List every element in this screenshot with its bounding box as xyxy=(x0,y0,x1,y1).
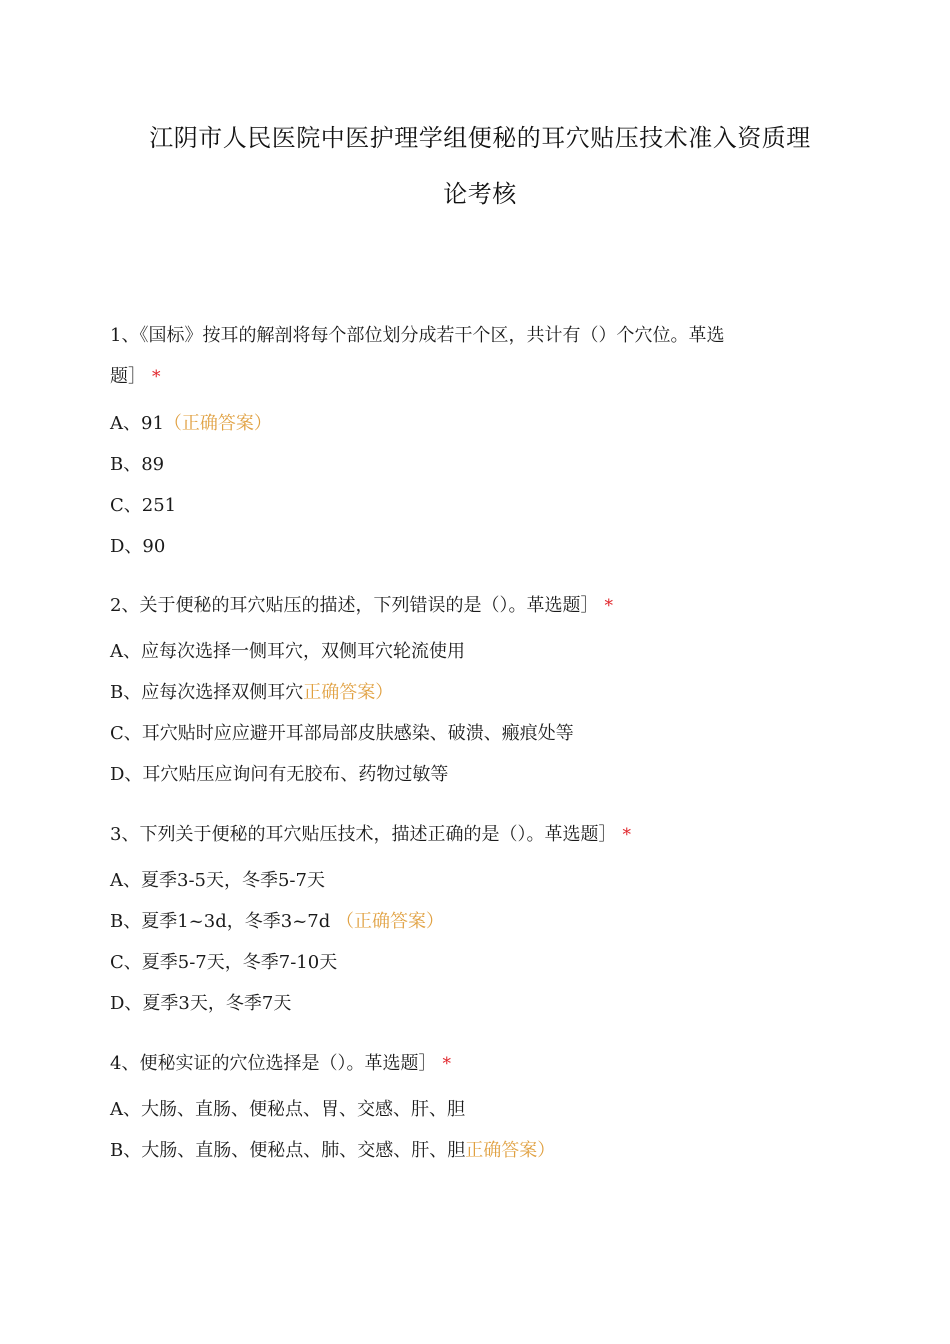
required-star: * xyxy=(152,367,161,387)
option-label: A、大肠、直肠、便秘点、胃、交感、肝、胆 xyxy=(110,1099,465,1120)
question-3-option-d[interactable] xyxy=(110,992,291,1016)
correct-answer-mark: 正确答案） xyxy=(303,682,394,703)
question-1-text-line-2-label: 题］ xyxy=(110,366,146,387)
option-label: A、应每次选择一侧耳穴，双侧耳穴轮流使用 xyxy=(110,641,465,662)
correct-answer-mark: （正确答案） xyxy=(330,911,444,932)
option-label: C、251 xyxy=(110,495,177,516)
question-3 xyxy=(110,814,830,856)
question-4-option-a[interactable] xyxy=(110,1098,465,1122)
question-4 xyxy=(110,1043,830,1085)
question-3-option-a[interactable] xyxy=(110,869,325,893)
question-1-option-b[interactable] xyxy=(110,453,164,477)
option-label: D、夏季3天，冬季7天 xyxy=(110,993,292,1014)
question-2-option-d[interactable] xyxy=(110,763,448,787)
required-star: * xyxy=(442,1054,451,1074)
option-label: B、大肠、直肠、便秘点、肺、交感、肝、胆 xyxy=(110,1140,466,1161)
option-label: B、应每次选择双侧耳穴 xyxy=(110,682,304,703)
correct-answer-mark: （正确答案） xyxy=(163,413,272,434)
question-2-text-label: 2、关于便秘的耳穴贴压的描述，下列错误的是（）。革选题］ xyxy=(110,595,599,616)
question-3-option-c[interactable] xyxy=(110,951,337,975)
question-1 xyxy=(110,315,830,398)
option-label: A、夏季3-5天，冬季5-7天 xyxy=(110,870,325,891)
question-3-option-b[interactable] xyxy=(110,910,444,934)
question-2-option-a[interactable] xyxy=(110,640,465,664)
option-label: B、夏季1~3d，冬季3~7d xyxy=(110,911,331,932)
option-label: C、耳穴贴时应应避开耳部局部皮肤感染、破溃、瘢痕处等 xyxy=(110,723,574,744)
question-2-text xyxy=(110,585,830,627)
question-2 xyxy=(110,585,830,627)
question-1-text-line-1: 1、《国标》按耳的解剖将每个部位划分成若干个区，共计有（）个穴位。革选 xyxy=(110,325,725,346)
option-label: D、90 xyxy=(110,536,166,557)
question-1-text-line-2 xyxy=(110,356,830,398)
question-2-option-c[interactable] xyxy=(110,722,574,746)
correct-answer-mark: 正确答案） xyxy=(465,1140,556,1161)
option-label: C、夏季5-7天，冬季7-10天 xyxy=(110,952,338,973)
question-4-text-label: 4、便秘实证的穴位选择是（）。革选题］ xyxy=(110,1053,437,1074)
option-label: B、89 xyxy=(110,454,165,475)
option-label: D、耳穴贴压应询问有无胶布、药物过敏等 xyxy=(110,764,449,785)
question-1-option-c[interactable] xyxy=(110,494,176,518)
required-star: * xyxy=(604,596,613,616)
question-3-text xyxy=(110,814,830,856)
required-star: * xyxy=(622,825,631,845)
option-label: A、91 xyxy=(110,413,164,434)
question-2-option-b[interactable] xyxy=(110,681,393,705)
question-1-option-a[interactable] xyxy=(110,412,272,436)
page-title-line-2: 论考核 xyxy=(443,180,517,208)
question-3-text-label: 3、下列关于便秘的耳穴贴压技术，描述正确的是（）。革选题］ xyxy=(110,824,617,845)
question-4-option-b[interactable] xyxy=(110,1139,555,1163)
page-title-line-1: 江阴市人民医院中医护理学组便秘的耳穴贴压技术准入资质理 xyxy=(149,124,811,152)
question-4-text xyxy=(110,1043,830,1085)
question-1-option-d[interactable] xyxy=(110,535,165,559)
